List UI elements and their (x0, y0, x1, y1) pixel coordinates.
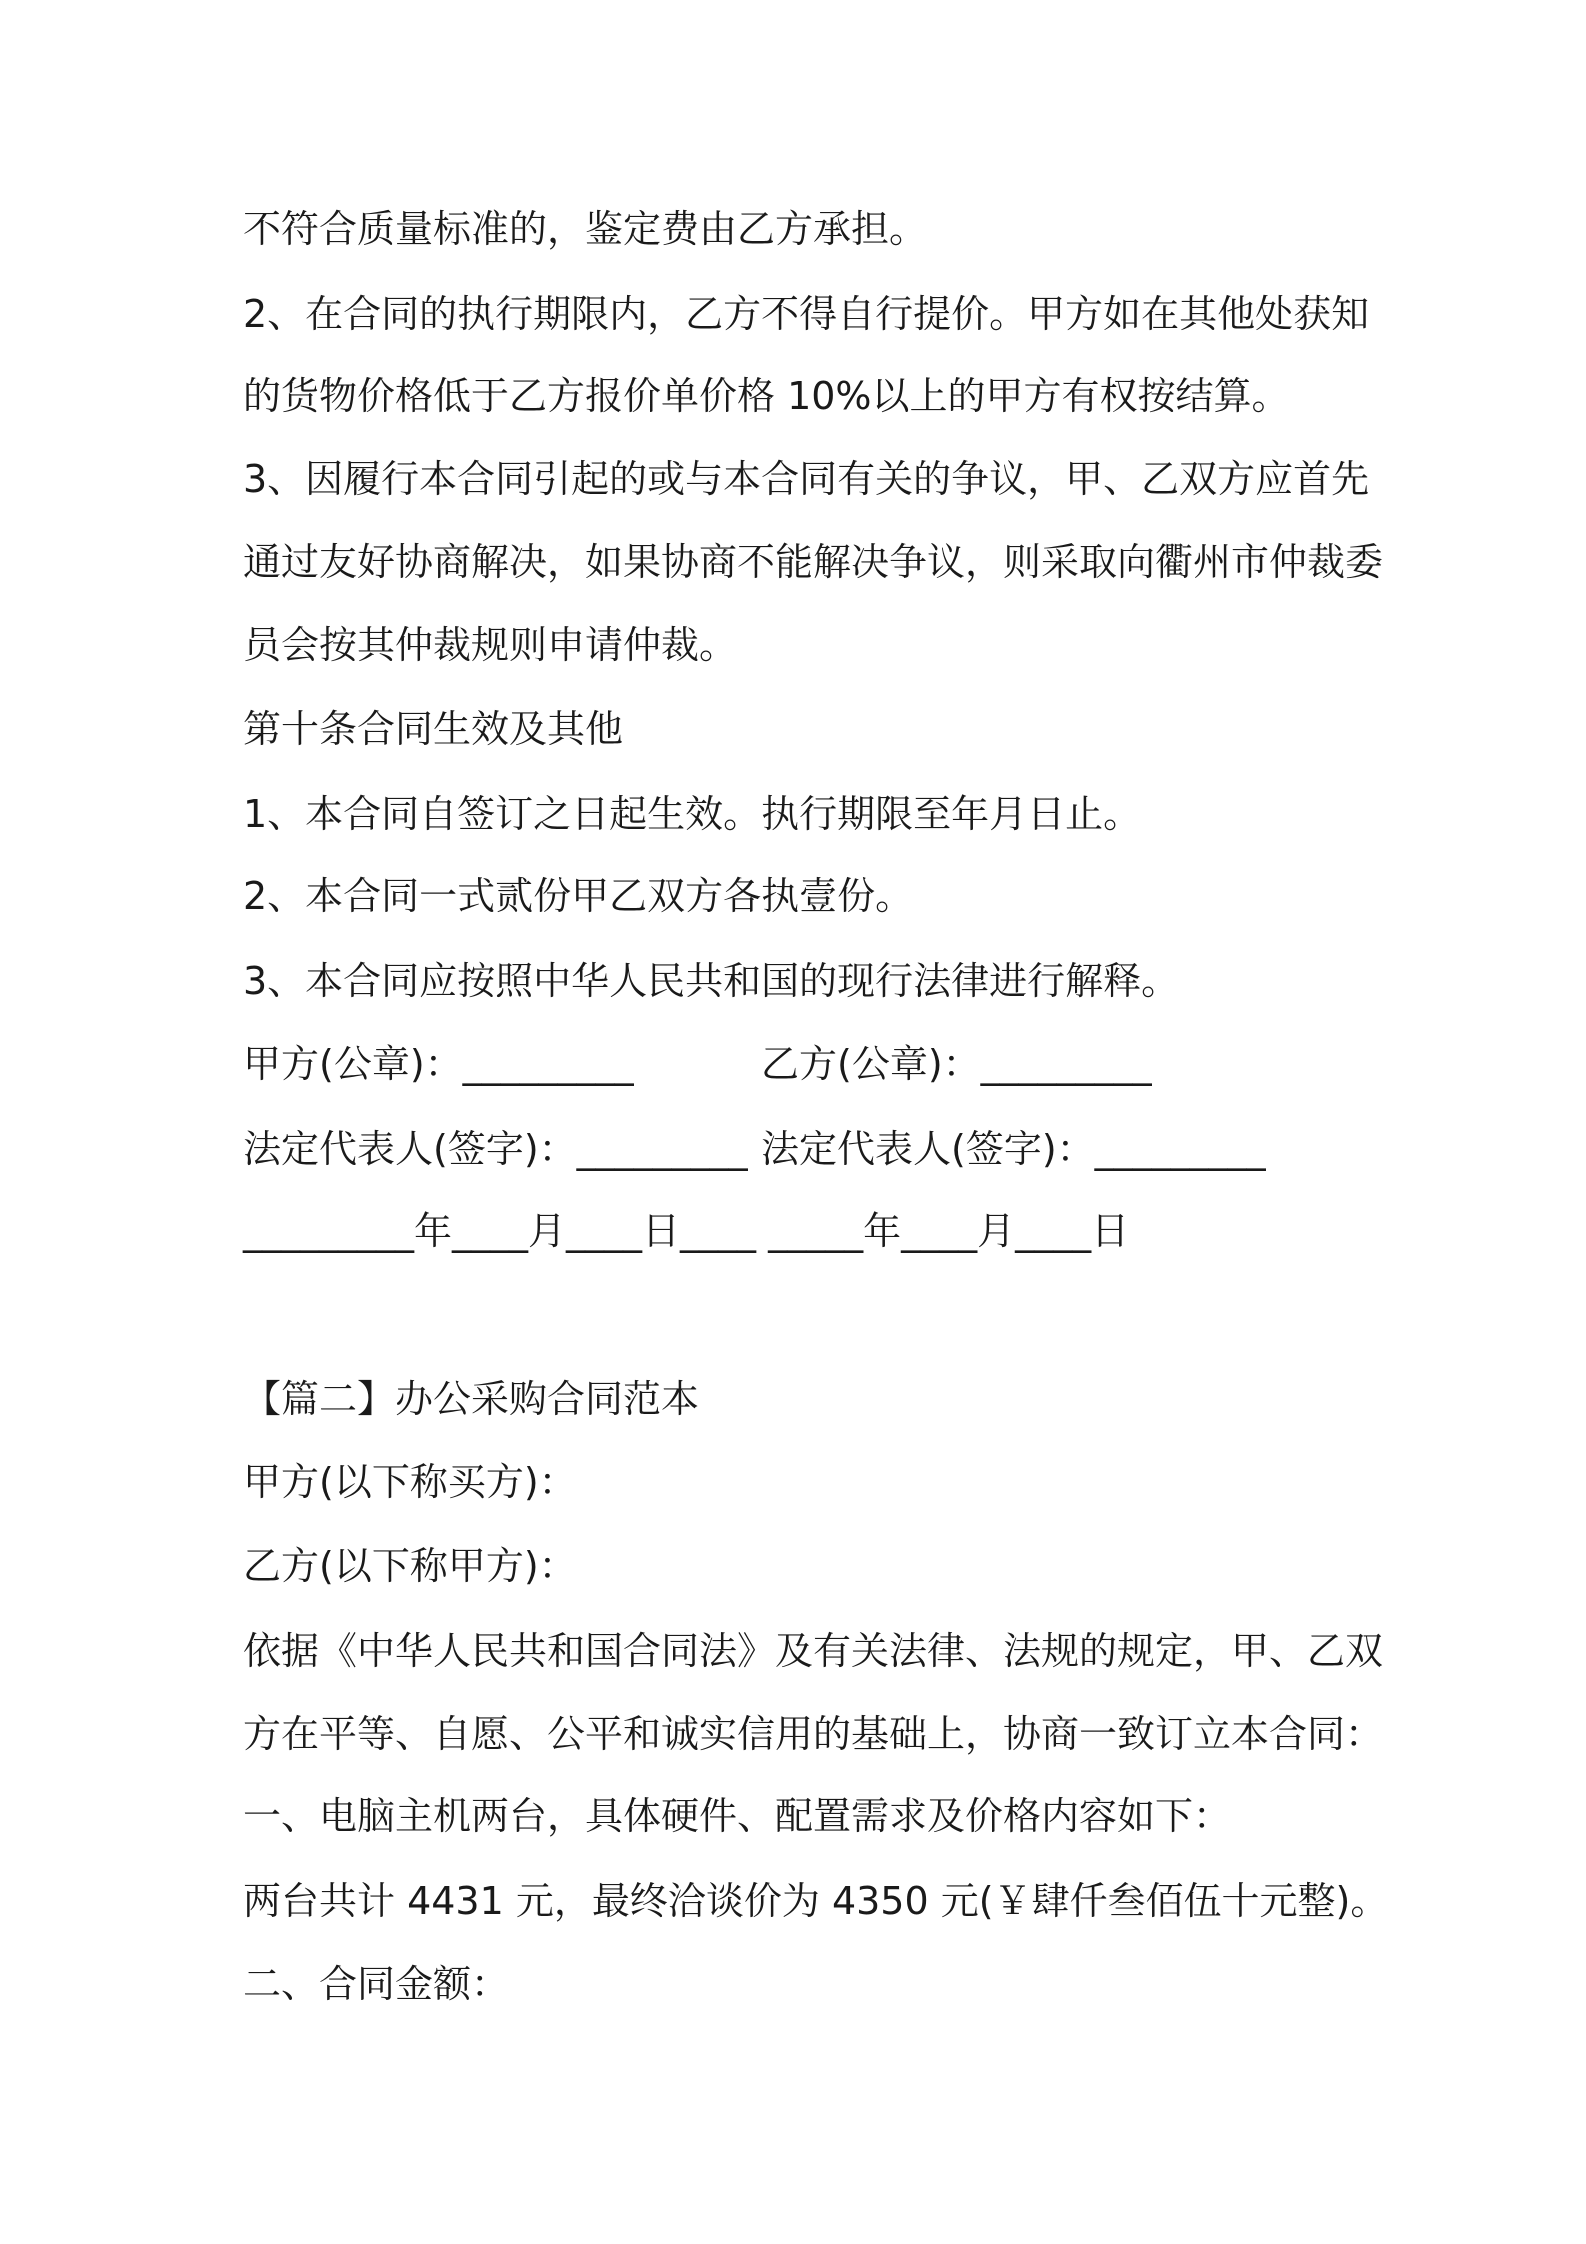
paragraph-line: 一、电脑主机两台，具体硬件、配置需求及价格内容如下： (243, 1794, 1232, 1838)
party-a-representative: 法定代表人(签字)：_________ (243, 1127, 748, 1171)
paragraph-line: 3、因履行本合同引起的或与本合同有关的争议，甲、乙双方应首先 (243, 457, 1370, 501)
paragraph-line: 不符合质量标准的，鉴定费由乙方承担。 (243, 207, 928, 251)
paragraph-line: 2、在合同的执行期限内，乙方不得自行提价。甲方如在其他处获知 (243, 292, 1370, 336)
paragraph-line: 2、本合同一式贰份甲乙双方各执壹份。 (243, 874, 914, 918)
party-b-representative: 法定代表人(签字)：_________ (761, 1127, 1266, 1171)
party-a-seal: 甲方(公章)：_________ (243, 1042, 634, 1086)
paragraph-line: 的货物价格低于乙方报价单价格 10%以上的甲方有权按结算。 (243, 374, 1290, 418)
paragraph-line: 1、本合同自签订之日起生效。执行期限至年月日止。 (243, 792, 1142, 836)
party-b-seal: 乙方(公章)：_________ (761, 1042, 1152, 1086)
paragraph-line: 二、合同金额： (243, 1962, 510, 2006)
paragraph-line: 3、本合同应按照中华人民共和国的现行法律进行解释。 (243, 959, 1180, 1003)
paragraph-line: 甲方(以下称买方)： (243, 1460, 577, 1504)
paragraph-line: 依据《中华人民共和国合同法》及有关法律、法规的规定，甲、乙双 (243, 1629, 1384, 1673)
paragraph-line: 乙方(以下称甲方)： (243, 1544, 577, 1588)
paragraph-line: 方在平等、自愿、公平和诚实信用的基础上，协商一致订立本合同： (243, 1712, 1384, 1756)
section-title: 【篇二】办公采购合同范本 (243, 1377, 700, 1421)
date-line: _________年____月____日____ _____年____月____日 (243, 1209, 1130, 1253)
paragraph-line: 通过友好协商解决，如果协商不能解决争议，则采取向衢州市仲裁委 (243, 540, 1384, 584)
paragraph-line: 员会按其仲裁规则申请仲裁。 (243, 623, 738, 667)
section-heading: 第十条合同生效及其他 (243, 707, 624, 751)
paragraph-line: 两台共计 4431 元，最终洽谈价为 4350 元(￥肆仟叁佰伍十元整)。 (243, 1879, 1389, 1923)
